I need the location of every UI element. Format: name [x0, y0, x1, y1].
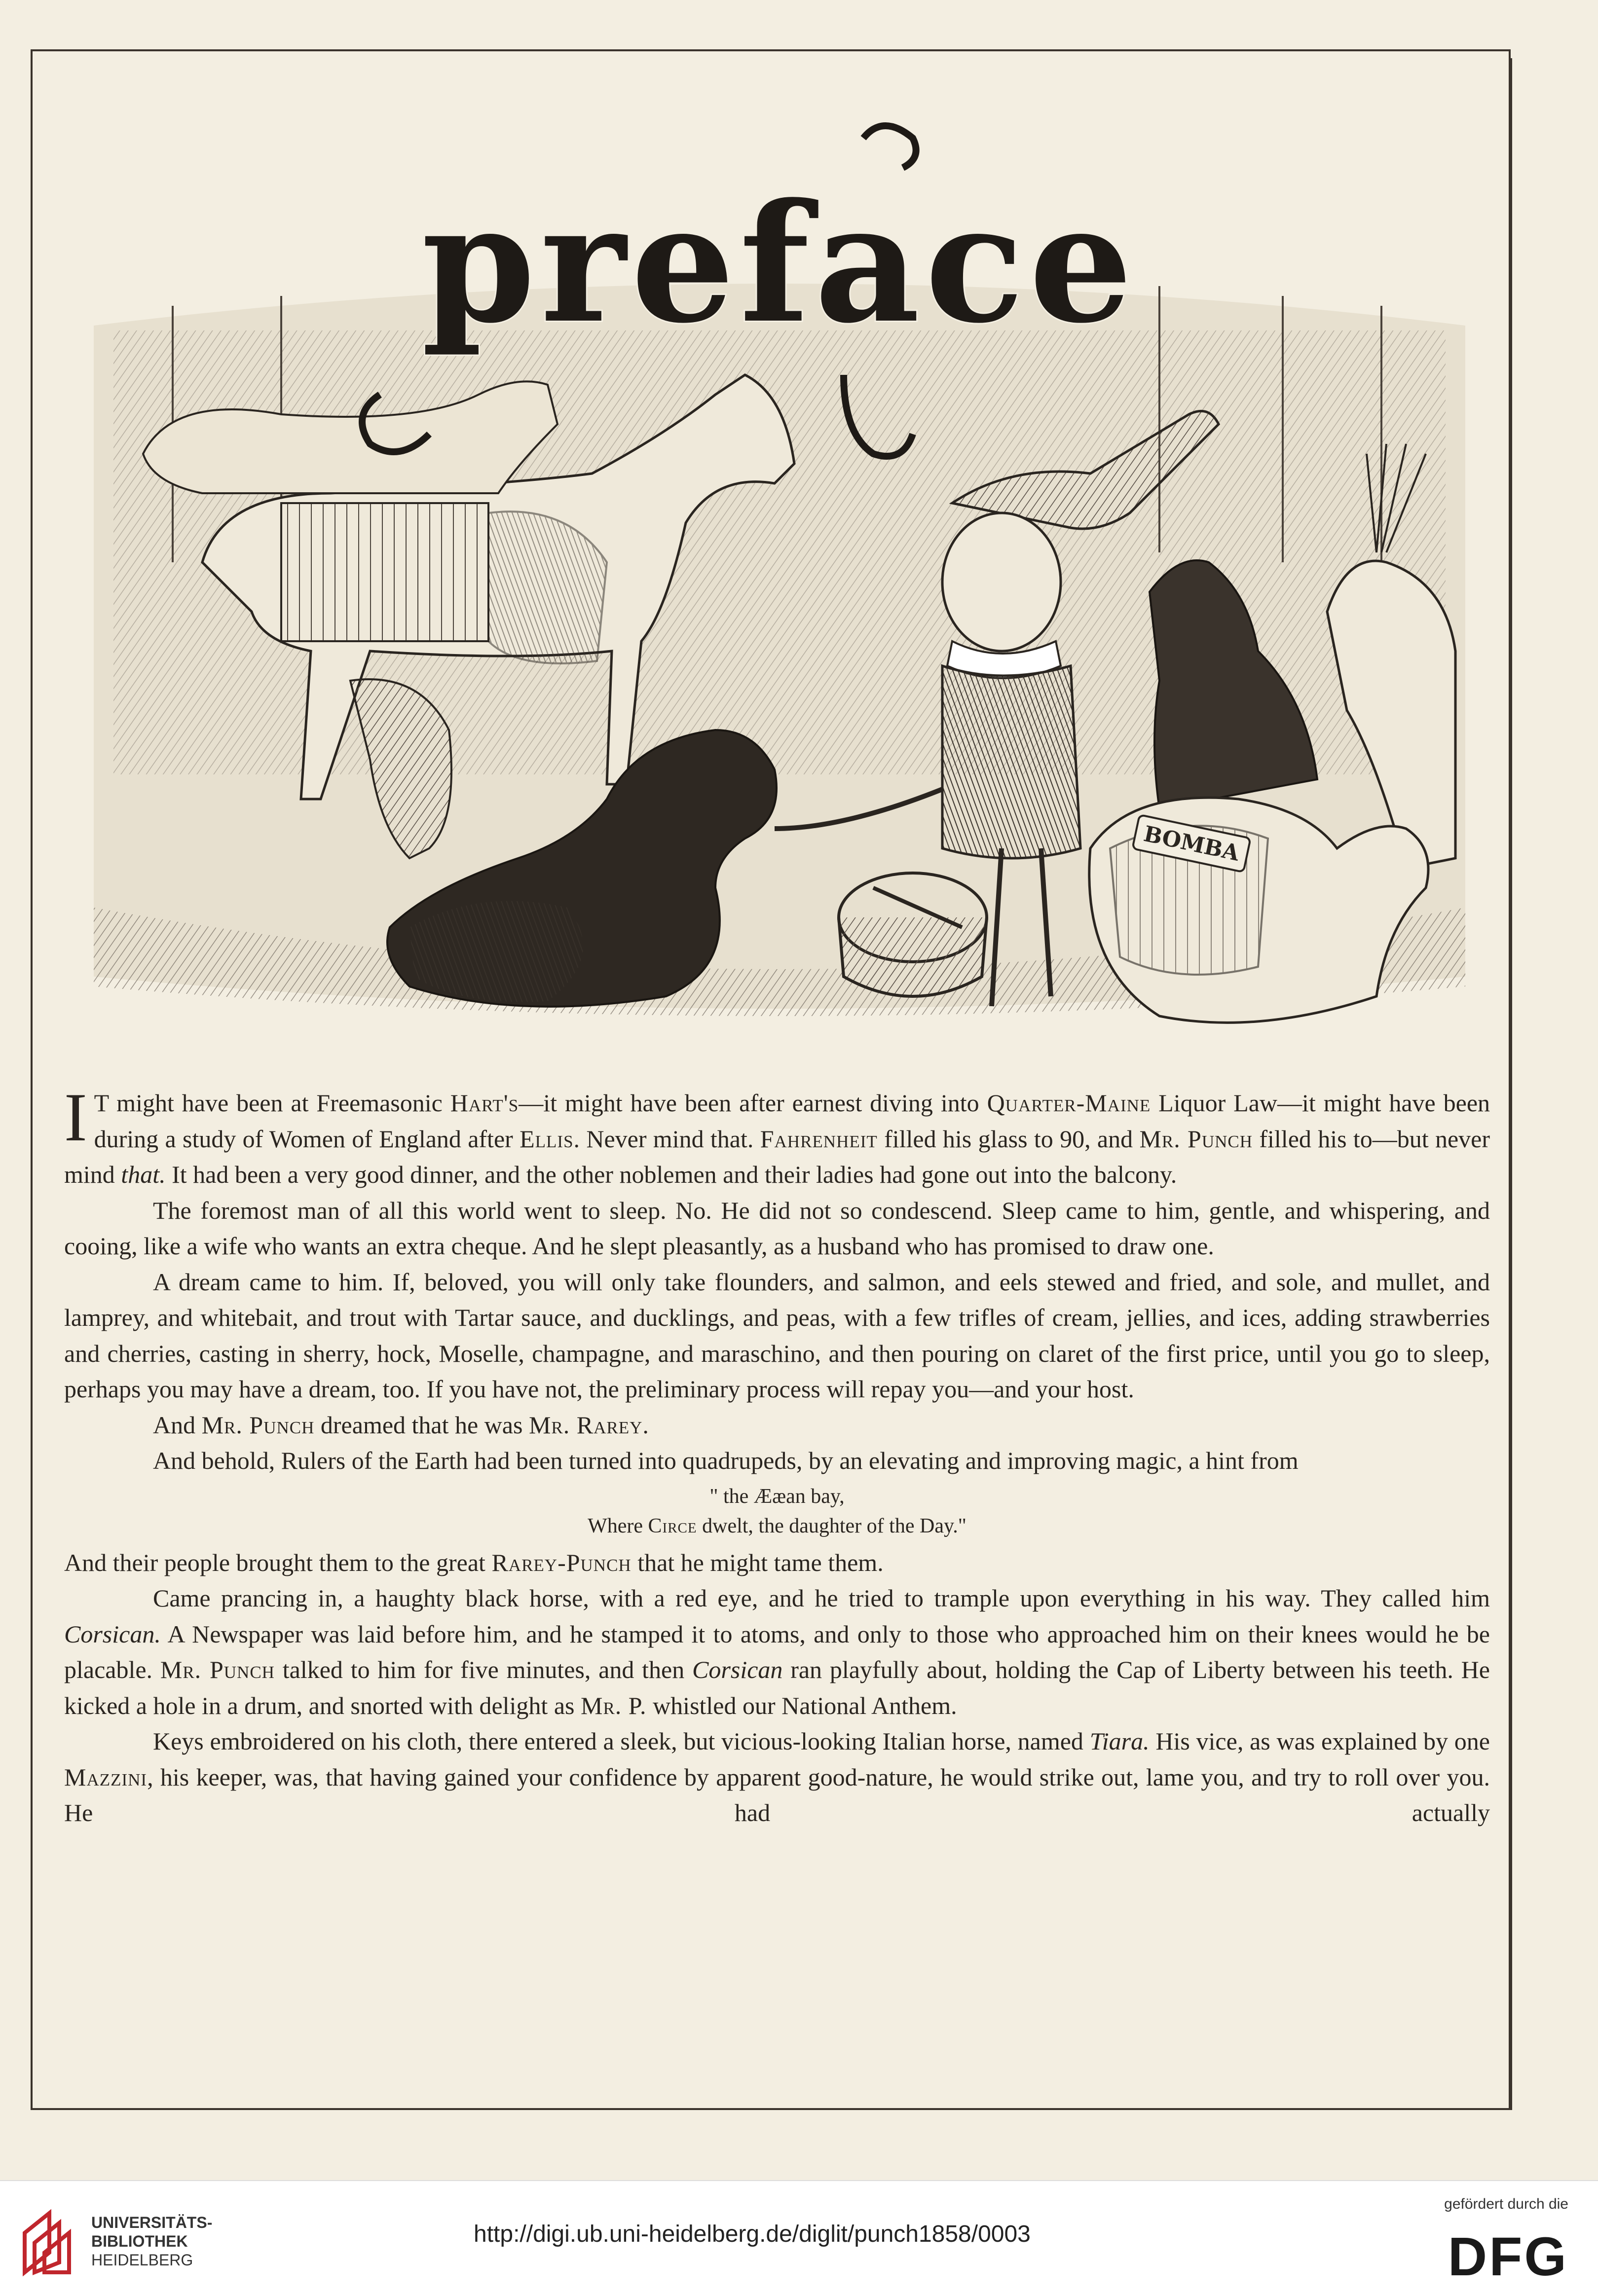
- dfg-logo: DFG: [1448, 2226, 1568, 2287]
- text-run: Mazzini: [64, 1763, 148, 1791]
- library-logo-icon: [20, 2208, 79, 2277]
- paragraph-2: The foremost man of all this world went to sleep. No. He did not so condescend. Sleep came to him, gentle, and whispering, and cooing, like a wife who wants an extra cheque. And he slept pleasantly, as a husband who has promised to draw one.: [64, 1196, 1490, 1260]
- text-run: His vice, as was explained by one: [1149, 1727, 1490, 1755]
- paragraph-4: [64, 1407, 1490, 1443]
- text-run: whistled our National Anthem.: [646, 1691, 957, 1719]
- paragraph-5: And behold, Rulers of the Earth had been turned into quadrupeds, by an elevating and improving magic, a hint from: [153, 1447, 1299, 1474]
- paragraph-7: [64, 1580, 1490, 1723]
- text-run: Mr. Rarey: [528, 1411, 643, 1439]
- quote-line-1: " the Ææan bay,: [709, 1485, 845, 1508]
- text-run: Keys embroidered on his cloth, there entered a sleek, but vicious-looking Italian horse, named: [153, 1727, 1090, 1755]
- quote-line-2-circe: Circe: [648, 1514, 697, 1537]
- text-run: Corsican.: [64, 1620, 161, 1648]
- quote-line-2-pre: Where: [588, 1514, 648, 1537]
- text-run: Came prancing in, a haughty black horse, with a red eye, and he tried to trample upon everything in his way. They called him: [153, 1584, 1490, 1612]
- quote-line-2: [64, 1511, 1490, 1541]
- text-run: . Never mind that.: [573, 1125, 760, 1153]
- text-run: , his keeper, was, that having gained your confidence by apparent good-nature, he would strike out, lame you, and try to roll over you. He had actually: [64, 1763, 1490, 1826]
- text-run: A Newspaper was laid before him, and he stamped it to atoms, and only to those who approached him on their knees would he be placable.: [64, 1620, 1490, 1683]
- library-line-3: HEIDELBERG: [91, 2251, 193, 2269]
- text-run: that.: [121, 1161, 166, 1188]
- text-run: T might have been at Freemasonic: [94, 1089, 450, 1117]
- text-run: Mr. Punch: [160, 1656, 275, 1683]
- text-run: talked to him for five minutes, and then: [274, 1656, 693, 1683]
- text-run: ran playfully about, holding the Cap of Liberty between his teeth. He kicked a hole in a drum, and snorted with delight as: [64, 1656, 1490, 1719]
- drum: [839, 873, 987, 996]
- text-run: Fahrenheit: [760, 1125, 878, 1153]
- text-run: Quarter-Maine: [987, 1089, 1151, 1117]
- permalink-url[interactable]: http://digi.ub.uni-heidelberg.de/diglit/punch1858/0003: [474, 2221, 1031, 2247]
- preface-body: [64, 1079, 1490, 1831]
- library-line-2: BIBLIOTHEK: [91, 2232, 188, 2250]
- text-run: .: [642, 1411, 649, 1439]
- text-run: Liquor Law—it might have been during a study of Women of England after: [94, 1089, 1490, 1153]
- funding-note: gefördert durch die: [1444, 2196, 1568, 2212]
- text-run: Hart's: [450, 1089, 519, 1117]
- text-run: And: [153, 1411, 202, 1439]
- footer-bar: [0, 2180, 1598, 2296]
- horse-bomba-lying: [1089, 798, 1428, 1022]
- text-run: Mr. Punch: [201, 1411, 315, 1439]
- text-run: filled his to—but never mind: [64, 1125, 1490, 1188]
- text-run: Corsican: [692, 1656, 783, 1683]
- text-run: dreamed that he was: [314, 1411, 529, 1439]
- text-run: filled his glass to 90, and: [877, 1125, 1140, 1153]
- paragraph-3: A dream came to him. If, beloved, you will only take flounders, and salmon, and eels stewed and fried, and sole, and mullet, and lamprey, and whitebait, and trout with Tartar sauce, and ducklings, and peas, with a few trifles of cream, jellies, and ices, adding strawberries and cherries, casting in sherry, hock, Moselle, champagne, and maraschino, and then pouring on claret of the first price, until you go to sleep, perhaps you may have a dream, too. If you have not, the preliminary process will repay you—and your host.: [64, 1268, 1490, 1403]
- drop-cap: I: [64, 1079, 87, 1156]
- paragraph-8: [64, 1723, 1490, 1831]
- text-run: —it might have been after earnest diving into: [519, 1089, 987, 1117]
- quote-line-2-post: dwelt, the daughter of the Day.": [697, 1514, 966, 1537]
- drum-label-bomba: BOMBA: [1141, 821, 1242, 866]
- paragraph-1: [64, 1079, 1490, 1193]
- library-name: [91, 2213, 212, 2269]
- text-run: And their people brought them to the great: [64, 1548, 492, 1576]
- library-line-1: UNIVERSITÄTS-: [91, 2214, 213, 2231]
- text-run: It had been a very good dinner, and the other noblemen and their ladies had gone out into the balcony.: [165, 1161, 1177, 1188]
- paragraph-1-text: [64, 1079, 1490, 1188]
- circe-quote: [64, 1482, 1490, 1541]
- preface-title-text: preface: [421, 168, 1138, 359]
- text-run: Tiara.: [1089, 1727, 1150, 1755]
- preface-illustration: [74, 118, 1485, 1031]
- text-run: Ellis: [520, 1125, 574, 1153]
- paragraph-6: [64, 1545, 1490, 1581]
- text-run: Mr. P.: [580, 1691, 647, 1719]
- text-run: Mr. Punch: [1139, 1125, 1253, 1153]
- text-run: that he might tame them.: [631, 1548, 884, 1576]
- text-run: Rarey-Punch: [491, 1548, 632, 1576]
